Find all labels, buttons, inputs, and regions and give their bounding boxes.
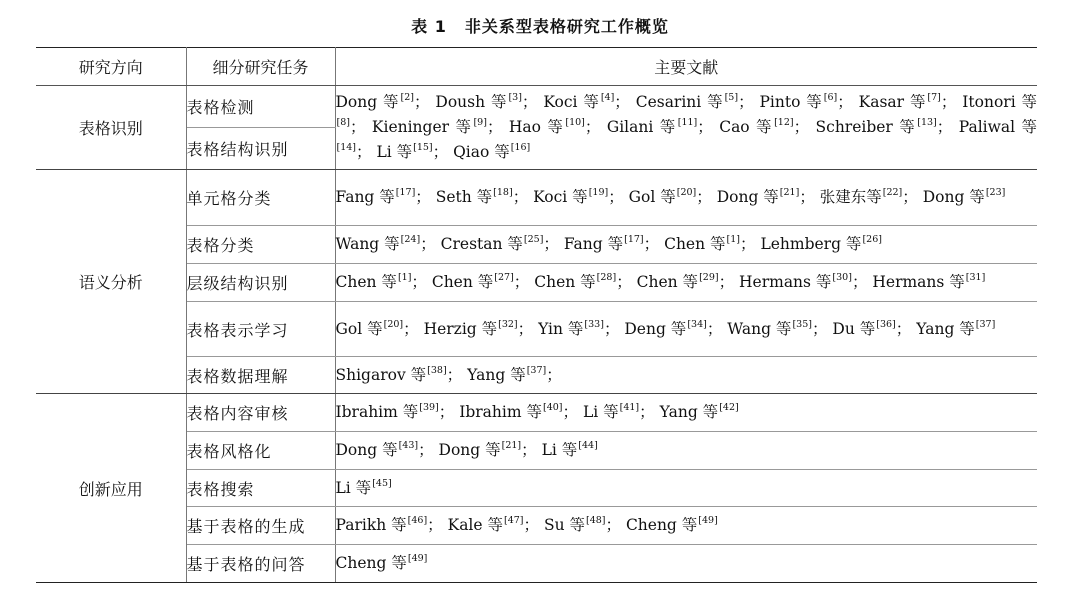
category-cell: 语义分析 bbox=[36, 170, 186, 394]
reference-citation: Shigarov 等[38] bbox=[335, 364, 447, 384]
category-cell: 表格识别 bbox=[36, 86, 186, 170]
reference-citation: 张建东等[22] bbox=[819, 187, 903, 206]
reference-citation: Dong 等[21] bbox=[716, 187, 800, 206]
table-caption-number: 表 1 bbox=[411, 17, 447, 36]
reference-citation: Li 等[41] bbox=[582, 402, 640, 421]
reference-citation: Cheng 等[49] bbox=[335, 553, 428, 572]
reference-citation: Li 等[45] bbox=[335, 477, 392, 497]
reference-citation: Crestan 等[25] bbox=[440, 234, 544, 253]
citation-number: [1] bbox=[397, 272, 412, 283]
reference-citation: Hao 等[10] bbox=[508, 117, 585, 136]
task-cell: 表格数据理解 bbox=[186, 357, 335, 394]
citation-number: [30] bbox=[832, 272, 852, 283]
citation-number: [27] bbox=[494, 272, 514, 283]
reference-citation: Hermans 等[31] bbox=[872, 272, 986, 291]
task-cell: 单元格分类 bbox=[186, 170, 335, 226]
reference-citation: Gilani 等[11] bbox=[606, 117, 698, 136]
table-row bbox=[36, 264, 1037, 302]
citation-number: [37] bbox=[526, 364, 547, 376]
citation-number: [18] bbox=[493, 187, 513, 198]
citation-number: [29] bbox=[699, 272, 719, 283]
task-cell: 表格检测 bbox=[186, 86, 335, 128]
citation-number: [44] bbox=[578, 440, 598, 451]
citation-number: [36] bbox=[876, 318, 896, 330]
refs-cell: Wang 等[24]； Crestan 等[25]； Fang 等[17]； Chen 等[1]； Lehmberg 等[26] bbox=[335, 226, 1037, 264]
refs-cell: Gol 等[20]； Herzig 等[32]； Yin 等[33]； Deng 等[34]； Wang 等[35]； Du 等[36]； Yang 等[37] bbox=[335, 302, 1037, 357]
citation-number: [32] bbox=[498, 318, 518, 330]
citation-number: [41] bbox=[619, 402, 640, 413]
reference-citation: Pinto 等[6] bbox=[759, 92, 838, 111]
reference-citation: Dong 等[23] bbox=[922, 187, 1006, 206]
reference-citation: Wang 等[35] bbox=[727, 318, 812, 338]
citation-number: [13] bbox=[917, 117, 937, 128]
reference-citation: Dong 等[2] bbox=[335, 92, 414, 111]
table-caption bbox=[0, 14, 1080, 37]
table-row bbox=[36, 226, 1037, 264]
reference-citation: Chen 等[27] bbox=[431, 272, 514, 291]
reference-citation: Li 等[44] bbox=[541, 440, 598, 459]
table-row bbox=[36, 545, 1037, 583]
task-cell: 基于表格的问答 bbox=[186, 545, 335, 583]
table-row bbox=[36, 507, 1037, 545]
reference-citation: Du 等[36] bbox=[832, 318, 896, 338]
reference-citation: Ibrahim 等[39] bbox=[335, 402, 439, 421]
citation-number: [23] bbox=[985, 187, 1006, 198]
reference-citation: Koci 等[19] bbox=[533, 187, 609, 206]
reference-citation: Itonori 等[8] bbox=[336, 93, 1038, 128]
task-cell: 层级结构识别 bbox=[186, 264, 335, 302]
citation-number: [34] bbox=[687, 318, 707, 330]
citation-number: [49] bbox=[698, 515, 718, 526]
reference-citation: Chen 等[1] bbox=[335, 272, 412, 291]
reference-citation: Chen 等[1] bbox=[664, 234, 740, 253]
citation-number: [3] bbox=[508, 92, 522, 103]
citation-number: [16] bbox=[510, 142, 531, 153]
citation-number: [22] bbox=[882, 187, 903, 198]
citation-number: [9] bbox=[473, 117, 487, 128]
citation-number: [21] bbox=[779, 187, 800, 198]
table-row bbox=[36, 394, 1037, 432]
reference-citation: Kasar 等[7] bbox=[858, 92, 941, 111]
task-cell: 表格搜索 bbox=[186, 470, 335, 507]
reference-citation: Li 等[15] bbox=[376, 142, 433, 161]
refs-cell: Dong 等[43]； Dong 等[21]； Li 等[44] bbox=[335, 432, 1037, 470]
reference-citation: Chen 等[28] bbox=[534, 272, 617, 291]
citation-number: [6] bbox=[823, 92, 838, 103]
citation-number: [21] bbox=[501, 440, 522, 451]
task-cell: 表格表示学习 bbox=[186, 302, 335, 357]
reference-citation: Dong 等[43] bbox=[335, 440, 419, 459]
reference-citation: Qiao 等[16] bbox=[453, 142, 531, 161]
citation-number: [48] bbox=[585, 515, 606, 526]
reference-citation: Kieninger 等[9] bbox=[371, 117, 487, 136]
reference-citation: Wang 等[24] bbox=[335, 234, 421, 253]
citation-number: [12] bbox=[774, 117, 794, 128]
citation-number: [15] bbox=[413, 142, 433, 153]
reference-citation: Fang 等[17] bbox=[335, 187, 416, 206]
citation-number: [14] bbox=[336, 142, 357, 153]
reference-citation: Cesarini 等[5] bbox=[635, 92, 739, 111]
citation-number: [17] bbox=[624, 234, 644, 245]
refs-cell: Dong 等[2]； Doush 等[3]； Koci 等[4]； Cesarini 等[5]； Pinto 等[6]； Kasar 等[7]； Itonori 等[8]； Kieninger 等[9]； Hao 等[10]； Gilani 等[11]； Cao 等[12]； Schreiber 等[13]； Paliwal 等[14]； Li 等[15]； Qiao 等[16] bbox=[335, 86, 1037, 170]
table-row bbox=[36, 86, 1037, 128]
refs-cell: Chen 等[1]； Chen 等[27]； Chen 等[28]； Chen 等[29]； Hermans 等[30]； Hermans 等[31] bbox=[335, 264, 1037, 302]
reference-citation: Seth 等[18] bbox=[435, 187, 513, 206]
survey-table bbox=[36, 47, 1037, 583]
citation-number: [38] bbox=[427, 364, 447, 376]
citation-number: [5] bbox=[724, 92, 739, 103]
reference-citation: Hermans 等[30] bbox=[739, 272, 852, 291]
reference-citation: Deng 等[34] bbox=[624, 318, 707, 338]
reference-citation: Paliwal 等[14] bbox=[336, 118, 1037, 153]
table-row bbox=[36, 432, 1037, 470]
citation-number: [20] bbox=[383, 318, 404, 330]
task-cell: 表格风格化 bbox=[186, 432, 335, 470]
citation-number: [31] bbox=[965, 272, 986, 283]
category-cell: 创新应用 bbox=[36, 394, 186, 583]
reference-citation: Chen 等[29] bbox=[636, 272, 719, 291]
citation-number: [49] bbox=[407, 553, 428, 564]
citation-number: [20] bbox=[676, 187, 697, 198]
citation-number: [37] bbox=[975, 318, 996, 330]
task-cell: 表格结构识别 bbox=[186, 128, 335, 170]
task-cell: 基于表格的生成 bbox=[186, 507, 335, 545]
citation-number: [24] bbox=[400, 234, 421, 245]
citation-number: [47] bbox=[504, 515, 524, 526]
refs-cell: Parikh 等[46]； Kale 等[47]； Su 等[48]； Cheng 等[49] bbox=[335, 507, 1037, 545]
table-caption-title: 非关系型表格研究工作概览 bbox=[464, 17, 669, 36]
citation-number: [7] bbox=[927, 92, 941, 103]
citation-number: [46] bbox=[407, 515, 428, 526]
reference-citation: Yang 等[37] bbox=[467, 364, 547, 384]
reference-citation: Doush 等[3] bbox=[435, 92, 522, 111]
reference-citation: Herzig 等[32] bbox=[423, 318, 518, 338]
citation-number: [28] bbox=[596, 272, 617, 283]
refs-cell: Ibrahim 等[39]； Ibrahim 等[40]； Li 等[41]； Yang 等[42] bbox=[335, 394, 1037, 432]
reference-citation: Cheng 等[49] bbox=[625, 515, 718, 534]
reference-citation: Gol 等[20] bbox=[335, 318, 404, 338]
reference-citation: Yin 等[33] bbox=[538, 318, 604, 338]
reference-citation: Dong 等[21] bbox=[438, 440, 522, 459]
citation-number: [25] bbox=[523, 234, 544, 245]
reference-citation: Fang 等[17] bbox=[563, 234, 644, 253]
citation-number: [26] bbox=[862, 234, 882, 245]
refs-cell: Shigarov 等[38]； Yang 等[37]； bbox=[335, 357, 1037, 394]
table-header-row bbox=[36, 48, 1037, 86]
reference-citation: Koci 等[4] bbox=[543, 92, 615, 111]
reference-citation: Schreiber 等[13] bbox=[815, 117, 937, 136]
citation-number: [17] bbox=[395, 187, 416, 198]
citation-number: [42] bbox=[719, 402, 739, 413]
citation-number: [33] bbox=[584, 318, 604, 330]
header-subtask: 细分研究任务 bbox=[186, 48, 335, 86]
citation-number: [39] bbox=[419, 402, 439, 413]
citation-number: [8] bbox=[336, 117, 350, 128]
table-row bbox=[36, 470, 1037, 507]
citation-number: [43] bbox=[398, 440, 419, 451]
header-main-literature: 主要文献 bbox=[335, 48, 1037, 86]
refs-cell bbox=[335, 545, 1037, 583]
citation-number: [4] bbox=[600, 92, 615, 103]
table-row bbox=[36, 302, 1037, 357]
citation-number: [35] bbox=[792, 318, 812, 330]
refs-cell: Fang 等[17]； Seth 等[18]； Koci 等[19]； Gol 等[20]； Dong 等[21]； 张建东等[22]； Dong 等[23] bbox=[335, 170, 1037, 226]
citation-number: [10] bbox=[565, 117, 585, 128]
task-cell: 表格分类 bbox=[186, 226, 335, 264]
citation-number: [1] bbox=[726, 234, 740, 245]
citation-number: [45] bbox=[372, 477, 392, 489]
citation-number: [40] bbox=[542, 402, 563, 413]
reference-citation: Yang 等[37] bbox=[916, 318, 996, 338]
reference-citation: Parikh 等[46] bbox=[335, 515, 428, 534]
citation-number: [11] bbox=[677, 117, 698, 128]
table-row bbox=[36, 357, 1037, 394]
reference-citation: Yang 等[42] bbox=[659, 402, 739, 421]
refs-cell bbox=[335, 470, 1037, 507]
citation-number: [19] bbox=[588, 187, 609, 198]
table-row bbox=[36, 170, 1037, 226]
header-research-direction: 研究方向 bbox=[36, 48, 186, 86]
task-cell: 表格内容审核 bbox=[186, 394, 335, 432]
reference-citation: Ibrahim 等[40] bbox=[459, 402, 563, 421]
reference-citation: Cao 等[12] bbox=[719, 117, 794, 136]
reference-citation: Su 等[48] bbox=[543, 515, 606, 534]
citation-number: [2] bbox=[400, 92, 414, 103]
reference-citation: Kale 等[47] bbox=[447, 515, 524, 534]
reference-citation: Gol 等[20] bbox=[628, 187, 697, 206]
reference-citation: Lehmberg 等[26] bbox=[760, 234, 882, 253]
